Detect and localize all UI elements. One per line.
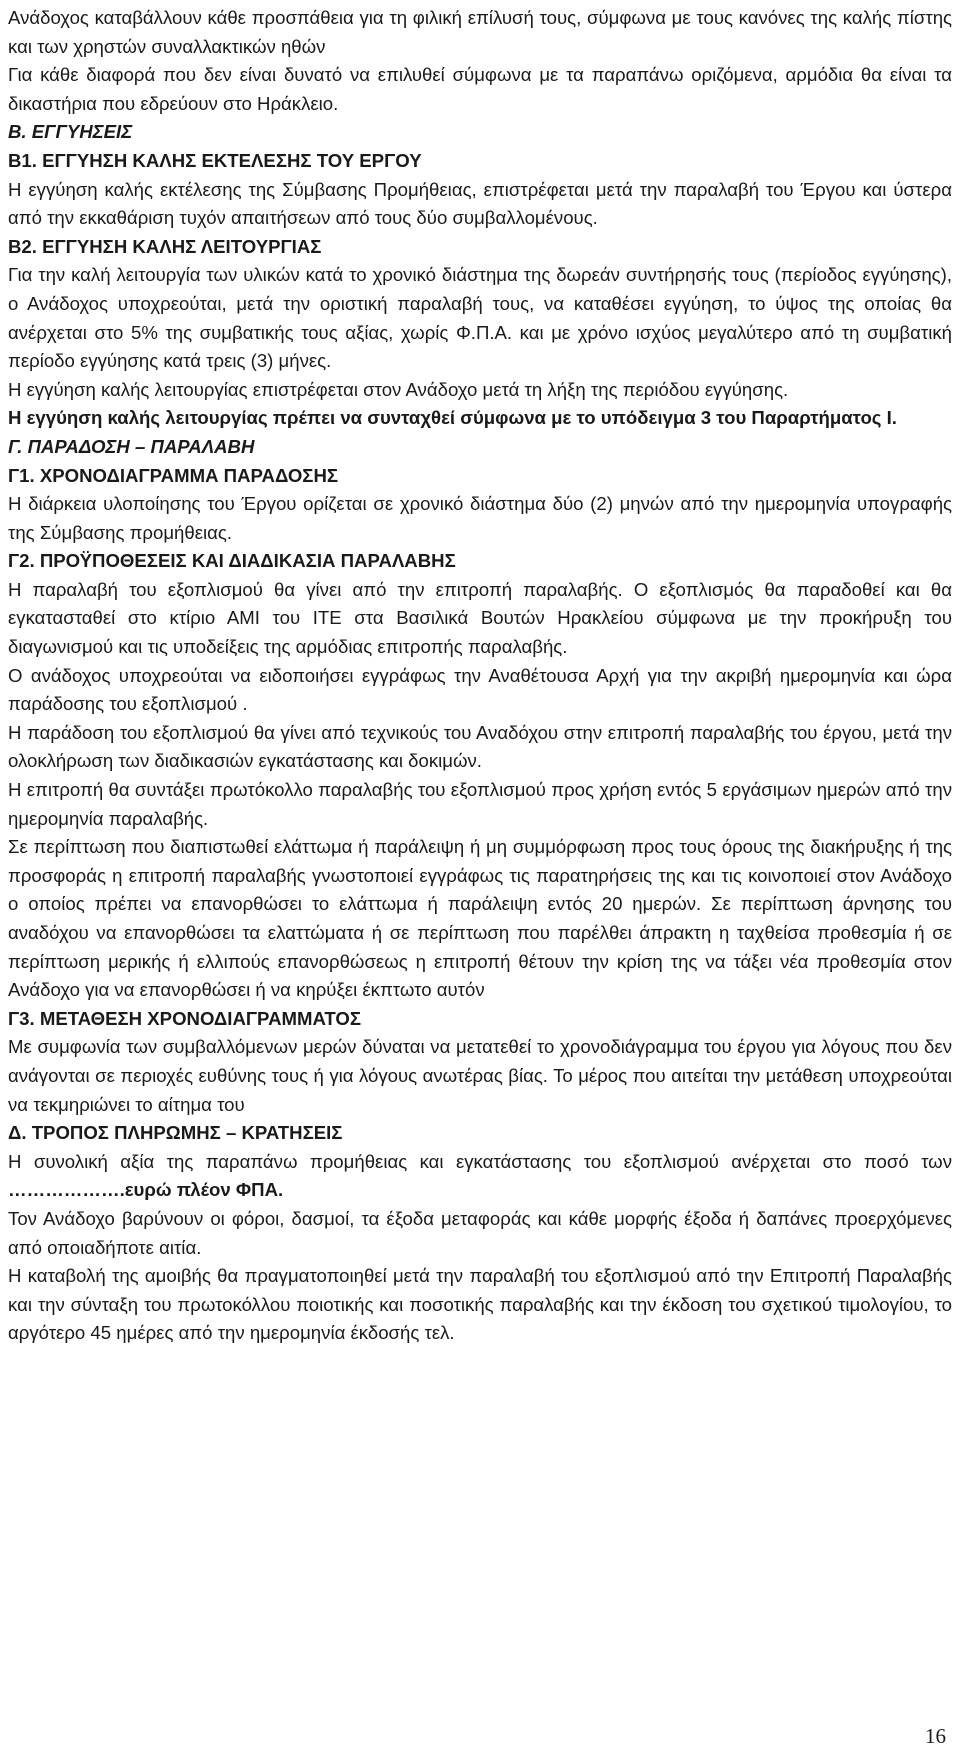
c3-heading: Γ3. ΜΕΤΑΘΕΣΗ ΧΡΟΝΟΔΙΑΓΡΑΜΜΑΤΟΣ <box>8 1007 362 1029</box>
section-b-heading: Β. ΕΓΓΥΗΣΕΙΣ <box>8 121 133 143</box>
d-paragraph-1 <box>8 1148 952 1205</box>
b1-heading: Β1. ΕΓΓΥΗΣΗ ΚΑΛΗΣ ΕΚΤΕΛΕΣΗΣ ΤΟΥ ΕΡΓΟΥ <box>8 149 422 171</box>
section-d-heading: Δ. ΤΡΟΠΟΣ ΠΛΗΡΩΜΗΣ – ΚΡΑΤΗΣΕΙΣ <box>8 1122 343 1144</box>
c2-heading: Γ2. ΠΡΟΫΠΟΘΕΣΕΙΣ ΚΑΙ ΔΙΑΔΙΚΑΣΙΑ ΠΑΡΑΛΑΒΗΣ <box>8 550 456 572</box>
b2-paragraph-3: Η εγγύηση καλής λειτουργίας πρέπει να συνταχθεί σύμφωνα με το υπόδειγμα 3 του Παραρτήματος Ι. <box>8 407 897 429</box>
intro-paragraph-1: Ανάδοχος καταβάλλουν κάθε προσπάθεια για τη φιλική επίλυσή τους, σύμφωνα με τους κανόνες της καλής πίστης και των χρηστών συναλλακτικών ηθών <box>8 7 952 57</box>
d-paragraph-3: Η καταβολή της αμοιβής θα πραγματοποιηθεί μετά την παραλαβή του εξοπλισμού από την Επιτροπή Παραλαβής και την σύνταξη του πρωτοκόλλου ποιοτικής και ποσοτικής παραλαβής και την έκδοση του σχετικού τιμολογίου, το αργότερο 45 ημέρες από την ημερομηνία έκδοσής τελ. <box>8 1265 952 1344</box>
section-c-heading: Γ. ΠΑΡΑΔΟΣΗ – ΠΑΡΑΛΑΒΗ <box>8 435 255 457</box>
c1-heading: Γ1. ΧΡΟΝΟΔΙΑΓΡΑΜΜΑ ΠΑΡΑΔΟΣΗΣ <box>8 464 339 486</box>
d-paragraph-2: Τον Ανάδοχο βαρύνουν οι φόροι, δασμοί, τα έξοδα μεταφοράς και κάθε μορφής έξοδα ή δαπάνες προερχόμενες από οποιαδήποτε αιτία. <box>8 1207 952 1258</box>
c2-paragraph-3: Η παράδοση του εξοπλισμού θα γίνει από τεχνικούς του Αναδόχου στην επιτροπή παραλαβής του έργου, μετά την ολοκλήρωση των διαδικασιών εγκατάστασης και δοκιμών. <box>8 721 952 772</box>
b1-paragraph: Η εγγύηση καλής εκτέλεσης της Σύμβασης Προμήθειας, επιστρέφεται μετά την παραλαβή του Έργου και ύστερα από την εκκαθάριση τυχόν απαιτήσεων από τους δύο συμβαλλομένους. <box>8 178 952 229</box>
c2-paragraph-5: Σε περίπτωση που διαπιστωθεί ελάττωμα ή παράλειψη ή μη συμμόρφωση προς τους όρους της διακήρυξης ή της προσφοράς η επιτροπή παραλαβής γνωστοποιεί εγγράφως τις παρατηρήσεις της και τις κοινοποιεί στον Ανάδοχο ο οποίος πρέπει να επανορθώσει το ελάττωμα ή παράλειψη εντός 20 ημερών. Σε περίπτωση άρνησης του αναδόχου να επανορθώσει τα ελαττώματα ή σε περίπτωση που παρέλθει άπρακτη η ταχθείσα προθεσμία ή σε περίπτωση μερικής ή ελλιπούς επανορθώσεως η επιτροπή θέτουν την κρίση της να τάξει νέα προθεσμία στον Ανάδοχο για να επανορθώσει ή να κηρύξει έκπτωτο αυτόν <box>8 836 952 1001</box>
b2-paragraph-2: Η εγγύηση καλής λειτουργίας επιστρέφεται στον Ανάδοχο μετά τη λήξη της περιόδου εγγύησης. <box>8 378 789 400</box>
c2-paragraph-2: Ο ανάδοχος υποχρεούται να ειδοποιήσει εγγράφως την Αναθέτουσα Αρχή για την ακριβή ημερομηνία και ώρα παράδοσης του εξοπλισμού . <box>8 664 952 715</box>
c2-paragraph-1: Η παραλαβή του εξοπλισμού θα γίνει από την επιτροπή παραλαβής. Ο εξοπλισμός θα παραδοθεί και θα εγκατασταθεί στο κτίριο ΑΜΙ του ΙΤΕ στα Βασιλικά Βουτών Ηρακλείου σύμφωνα με την προκήρυξη του διαγωνισμού και τις υποδείξεις της αρμόδιας επιτροπής παραλαβής. <box>8 578 952 658</box>
d-paragraph-1-text: Η συνολική αξία της παραπάνω προμήθειας και εγκατάστασης του εξοπλισμού ανέρχεται στο ποσό των <box>8 1150 952 1172</box>
b2-heading: Β2. ΕΓΓΥΗΣΗ ΚΑΛΗΣ ΛΕΙΤΟΥΡΓΙΑΣ <box>8 235 322 257</box>
b2-paragraph-1: Για την καλή λειτουργία των υλικών κατά το χρονικό διάστημα της δωρεάν συντήρησής τους (περίοδος εγγύησης), ο Ανάδοχος υποχρεούται, μετά την οριστική παραλαβή τους, να καταθέσει εγγύηση, το ύψος της οποίας θα ανέρχεται στο 5% της συμβατικής τους αξίας, χωρίς Φ.Π.Α. και με χρόνο ισχύος μεγαλύτερο από τη συμβατική περίοδο εγγύησης κατά τρεις (3) μήνες. <box>8 264 952 372</box>
c1-paragraph: Η διάρκεια υλοποίησης του Έργου ορίζεται σε χρονικό διάστημα δύο (2) μηνών από την ημερομηνία υπογραφής της Σύμβασης προμήθειας. <box>8 493 952 543</box>
c2-paragraph-4: Η επιτροπή θα συντάξει πρωτόκολλο παραλαβής του εξοπλισμού προς χρήση εντός 5 εργάσιμων ημερών από την ημερομηνία παραλαβής. <box>8 779 952 829</box>
intro-paragraph-2: Για κάθε διαφορά που δεν είναι δυνατό να επιλυθεί σύμφωνα με τα παραπάνω οριζόμενα, αρμόδια θα είναι τα δικαστήρια που εδρεύουν στο Ηράκλειο. <box>8 64 952 114</box>
c3-paragraph: Με συμφωνία των συμβαλλόμενων μερών δύναται να μετατεθεί το χρονοδιάγραμμα του έργου για λόγους που δεν ανάγονται σε περιοχές ευθύνης τους ή για λόγους ανωτέρας βίας. Το μέρος που αιτείται την μετάθεση υποχρεούται να τεκμηριώνει το αίτημα του <box>8 1036 952 1115</box>
page-number: 16 <box>925 1724 946 1748</box>
document-page <box>0 4 960 1348</box>
d-amount-placeholder: ……………….ευρώ πλέον ΦΠΑ. <box>8 1179 284 1201</box>
